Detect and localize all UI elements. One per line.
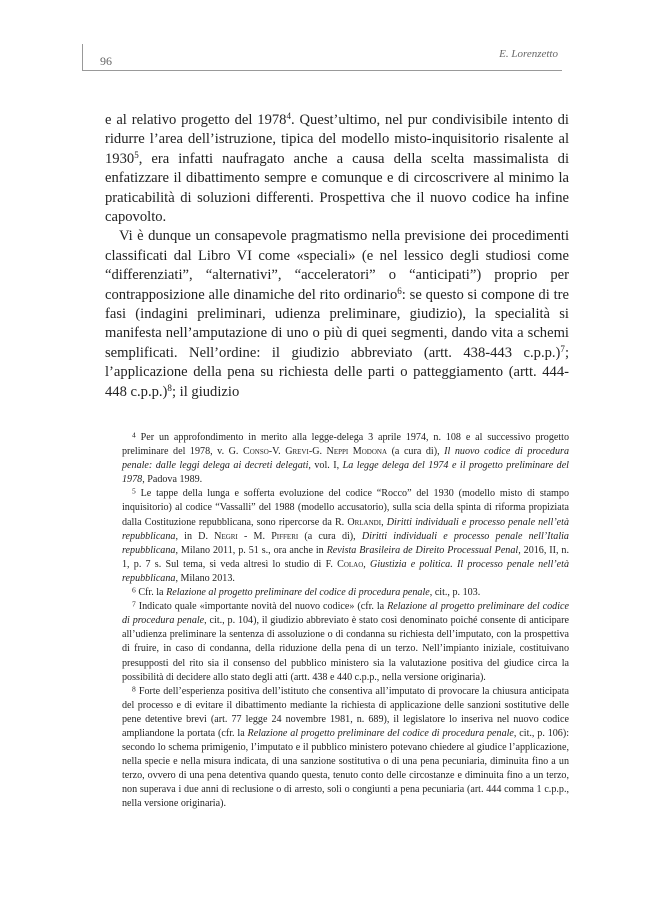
text-run: e al relativo progetto del 1978 bbox=[105, 112, 287, 128]
text-run: - M. bbox=[237, 530, 272, 542]
italic-text: Il nuovo codice di procedura penale: dalle leggi delega ai decreti delegati bbox=[122, 446, 569, 472]
text-run: , vol. I, bbox=[308, 460, 343, 472]
footnote bbox=[122, 487, 569, 586]
text-run: Per un approfondimento in merito alla legge-delega 3 aprile 1974, n. 108 e al successivo progetto preliminare del 1978, v. G. bbox=[122, 432, 570, 458]
text-run: , 2016, II, n. 1, p. 7 s. Sul tema, si veda altresì lo studio di F. bbox=[122, 544, 570, 570]
text-run: , in D. bbox=[175, 530, 215, 542]
text-run: Forte dell’esperienza positiva dell’istituto che consentiva all’imputato di provocare la chiusura anticipata del processo e di evitare il dibattimento mediante la richiesta di applicazione delle sanzioni sostitutive delle pene detentive brevi (art. 77 legge 24 novembre 1981, n. 689), il legislatore lo inseriva nel nuovo codice ampliandone la portata (cfr. la bbox=[122, 685, 569, 739]
footnote bbox=[122, 685, 569, 812]
text-run: -V. bbox=[268, 446, 286, 458]
text-run: , cit., p. 103. bbox=[429, 587, 481, 599]
body-paragraph bbox=[105, 227, 569, 402]
text-run: , cit., p. 106): secondo lo schema primigenio, l’imputato e il pubblico ministero potevano chiedere al giudice l’applicazione, nella specie e nella misura indicata, di una sanzione sostitutiva o di una pena pecuniaria, diminuita fino a un terzo, ovvero di una pena detentiva quando questa, tenuto conto delle circostanze e diminuita fino a un terzo, non superava i due anni di reclusione o di arresto, soli o congiunti a pena pecuniaria (art. 444 comma 1 c.p.p., nella versione originaria). bbox=[122, 727, 570, 810]
text-run: Cfr. la bbox=[138, 587, 167, 599]
footnotes bbox=[122, 431, 569, 812]
running-head-author: E. Lorenzetto bbox=[499, 48, 558, 60]
header-horizontal-rule bbox=[82, 70, 562, 71]
footnote-number: 6 bbox=[132, 585, 136, 595]
text-run: ; l’applicazione della pena su richiesta delle parti o patteggiamento (artt. 444-448 c.p.p.) bbox=[105, 344, 569, 400]
footnote bbox=[122, 431, 569, 487]
text-run: -G. bbox=[308, 446, 327, 458]
italic-text: Giustizia e politica. Il processo penale nell’età repubblicana bbox=[122, 558, 569, 584]
body-text bbox=[105, 111, 569, 402]
header-vertical-rule bbox=[82, 44, 83, 70]
text-run: Le tappe della lunga e sofferta evoluzione del codice “Rocco” del 1930 (modello misto di stampo inquisitorio) al codice “Vassalli” del 1988 (modello accusatorio), sulla scia della spinta di riforma propiziata dalla Costituzione repubblicana, sono ripercorse da R. bbox=[122, 488, 569, 528]
text-run: , bbox=[363, 558, 371, 570]
page-number: 96 bbox=[100, 54, 112, 68]
text-run: , Padova 1989. bbox=[142, 474, 203, 486]
text-run: (a cura di), bbox=[298, 530, 362, 542]
body-paragraph bbox=[105, 111, 569, 227]
footnote-number: 4 bbox=[132, 430, 136, 440]
text-run: : se questo si compone di tre fasi (indagini preliminari, udienza preliminare, giudizio), la specialità si manifesta nell’amputazione di uno o più di quei segmenti, dando vita a schemi semplificati. Nell’ordine: il giudizio abbreviato (artt. 438-443 c.p.p.) bbox=[105, 286, 569, 361]
italic-text: Relazione al progetto preliminare del codice di procedura penale bbox=[166, 587, 430, 599]
footnote-number: 7 bbox=[132, 599, 136, 609]
author-name: Neppi Modona bbox=[326, 446, 388, 458]
author-name: Negri bbox=[214, 530, 238, 542]
footnote-reference: 7 bbox=[560, 343, 565, 354]
italic-text: La legge delega del 1974 e il progetto preliminare del 1978 bbox=[122, 460, 569, 486]
italic-text: Diritti individuali e processo penale nell’età repubblicana bbox=[122, 516, 570, 542]
text-run: ; il giudizio bbox=[171, 383, 240, 400]
page-header bbox=[82, 44, 562, 74]
author-name: Conso bbox=[242, 446, 269, 458]
text-run: , cit., p. 104), il giudizio abbreviato è stato così denominato poiché consente di anticipare all’udienza preliminare la sentenza di assoluzione o di condanna su richiesta dell’imputato, con la prospettiva di fruire, in caso di condanna, della riduzione della pena di un terzo. Nell’impianto iniziale, costituivano presupposti del rito sia il consenso del pubblico ministero sia la valutazione positiva del giudice circa la possibilità di decidere allo stato degli atti (artt. 438 e 440 c.p.p., nella versione originaria). bbox=[122, 615, 570, 683]
footnote-reference: 4 bbox=[286, 111, 292, 122]
footnote-number: 8 bbox=[132, 684, 136, 694]
text-run: , Milano 2013. bbox=[175, 572, 235, 584]
text-run: , Milano 2011, p. 51 s., ora anche in bbox=[175, 544, 327, 556]
footnote bbox=[122, 600, 569, 685]
author-name: Orlandi bbox=[347, 516, 382, 528]
text-run: Vi è dunque un consapevole pragmatismo nella previsione dei procedimenti classificati dal Libro VI come «speciali» (e nel lessico degli studiosi come “differenziati”, “alternativi”, “acceleratori” o “anticipati”) proprio per contrapposizione alle dinamiche del rito ordinario bbox=[105, 228, 569, 303]
italic-text: Relazione al progetto preliminare del codice di procedura penale bbox=[247, 727, 514, 739]
text-run: (a cura di), bbox=[387, 446, 445, 458]
text-run: , bbox=[381, 516, 387, 528]
author-name: Grevi bbox=[285, 446, 309, 458]
italic-text: Diritti individuali e processo penale nell’Italia repubblicana bbox=[122, 530, 569, 556]
author-name: Colao bbox=[337, 558, 364, 570]
text-run: . Quest’ultimo, nel pur condivisibile intento di ridurre l’area dell’istruzione, tipica del modello misto-inquisitorio risalente al 1930 bbox=[105, 112, 569, 167]
text-run: Indicato quale «importante novità del nuovo codice» (cfr. la bbox=[138, 601, 388, 613]
author-name: Pifferi bbox=[271, 530, 299, 542]
italic-text: Revista Brasileira de Direito Processual Penal bbox=[326, 544, 519, 556]
footnote-number: 5 bbox=[132, 487, 136, 497]
italic-text: Relazione al progetto preliminare del codice di procedura penale bbox=[122, 601, 569, 627]
footnote-reference: 8 bbox=[167, 382, 172, 393]
footnote-reference: 5 bbox=[134, 149, 139, 160]
footnote bbox=[122, 586, 569, 600]
footnote-reference: 6 bbox=[397, 285, 402, 296]
text-run: , era infatti naufragato anche a causa della scelta massimalista di enfatizzare il dibattimento sempre e comunque e di circoscrivere al minimo la praticabilità di soluzioni differenti. Prospettiva che il nuovo codice ha infine capovolto. bbox=[105, 150, 569, 226]
